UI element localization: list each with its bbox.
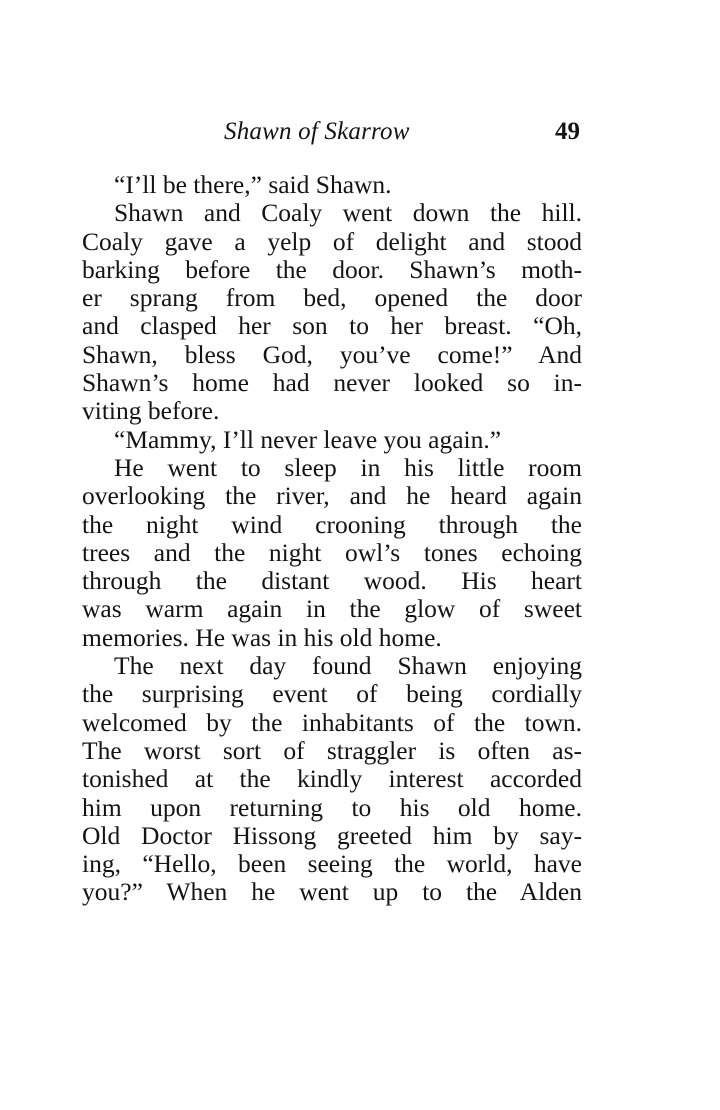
page-number: 49	[555, 118, 580, 145]
text-line: tonished at the kindly interest accorded	[82, 764, 582, 794]
text-line: and clasped her son to her breast. “Oh,	[82, 311, 582, 341]
text-line: you?” When he went up to the Alden	[82, 877, 582, 907]
text-line: welcomed by the inhabitants of the town.	[82, 707, 582, 737]
body-text	[82, 171, 582, 907]
text-line: trees and the night owl’s tones echoing	[82, 537, 582, 567]
text-line: er sprang from bed, opened the door	[82, 283, 582, 313]
text-line: Coaly gave a yelp of delight and stood	[82, 226, 582, 256]
text-line: through the distant wood. His heart	[82, 566, 582, 596]
text-line: The next day found Shawn enjoying	[114, 651, 582, 681]
text-line: the surprising event of being cordially	[82, 679, 582, 709]
text-line: Old Doctor Hissong greeted him by say-	[82, 820, 582, 850]
text-line: “I’ll be there,” said Shawn.	[114, 170, 392, 199]
text-line: He went to sleep in his little room	[114, 452, 582, 482]
text-line: was warm again in the glow of sweet	[82, 594, 582, 624]
text-line: overlooking the river, and he heard again	[82, 481, 582, 511]
running-title: Shawn of Skarrow	[224, 118, 410, 145]
text-line: memories. He was in his old home.	[82, 622, 442, 652]
text-line: Shawn’s home had never looked so in-	[82, 368, 582, 398]
text-line: Shawn and Coaly went down the hill.	[114, 198, 582, 228]
text-line: him upon returning to his old home.	[82, 792, 582, 822]
text-line: The worst sort of straggler is often as-	[82, 735, 582, 765]
text-line: “Mammy, I’ll never leave you again.”	[114, 424, 502, 454]
running-head	[82, 116, 582, 150]
text-line: viting before.	[82, 396, 220, 426]
text-line: ing, “Hello, been seeing the world, have	[82, 849, 582, 879]
text-line: the night wind crooning through the	[82, 509, 582, 539]
text-line: Shawn, bless God, you’ve come!” And	[82, 339, 582, 369]
text-line: barking before the door. Shawn’s moth-	[82, 254, 582, 284]
